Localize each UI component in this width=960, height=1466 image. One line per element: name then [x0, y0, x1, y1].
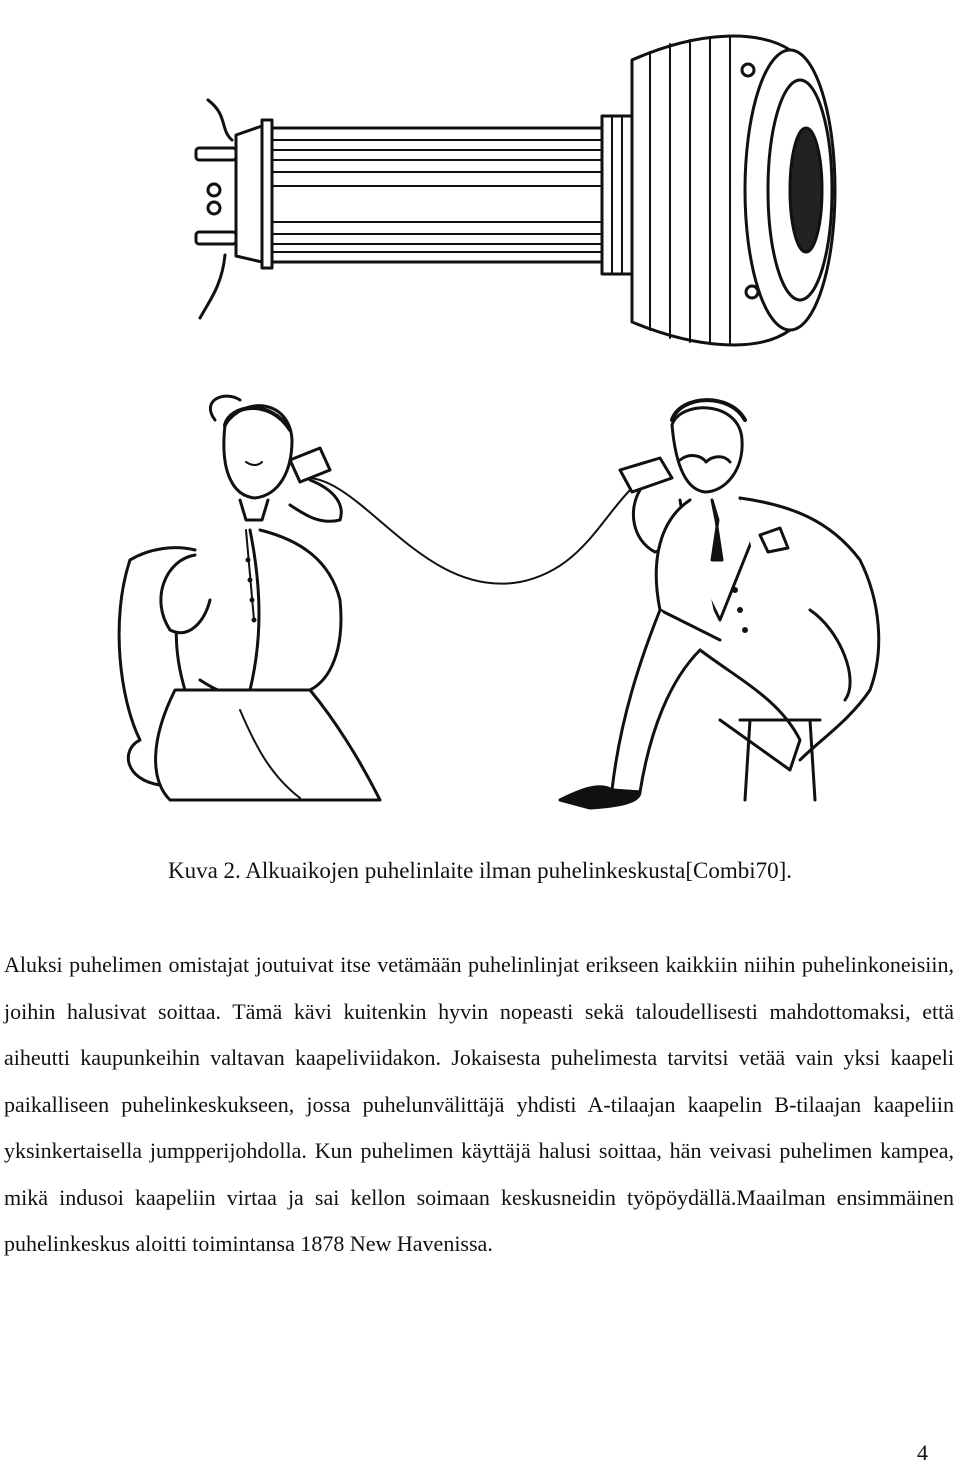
woman-on-phone-illustration — [119, 396, 380, 800]
telephone-receiver-illustration — [196, 36, 835, 345]
man-on-phone-illustration — [560, 400, 879, 808]
body-paragraph: Aluksi puhelimen omistajat joutuivat itse vetämään puhelinlinjat erikseen kaikkiin niihin puhelinkoneisiin, joihin halusivat soittaa. Tämä kävi kuitenkin hyvin nopeasti sekä taloudellisesti mahdottomaksi, että aiheutti kaupunkeihin valtavan kaapeliviidakon. Jokaisesta puhelimesta tarvitsi vetää vain yksi kaapeli paikalliseen puhelinkeskukseen, jossa puhelunvälittäjä yhdisti A-tilaajan kaapelin B-tilaajan kaapeliin yksinkertaisella jumpperijohdolla. Kun puhelimen käyttäjä halusi soittaa, hän veivasi puhelimen kampea, mikä indusoi kaapeliin virtaa ja sai kellon soimaan keskusneidin työpöydällä.Maailman ensimmäinen puhelinkeskus aloitti toimintansa 1878 New Havenissa. — [4, 952, 954, 1256]
figure-caption: Kuva 2. Alkuaikojen puhelinlaite ilman puhelinkeskusta[Combi70]. — [167, 858, 793, 883]
page-number: 4 — [917, 1440, 928, 1465]
